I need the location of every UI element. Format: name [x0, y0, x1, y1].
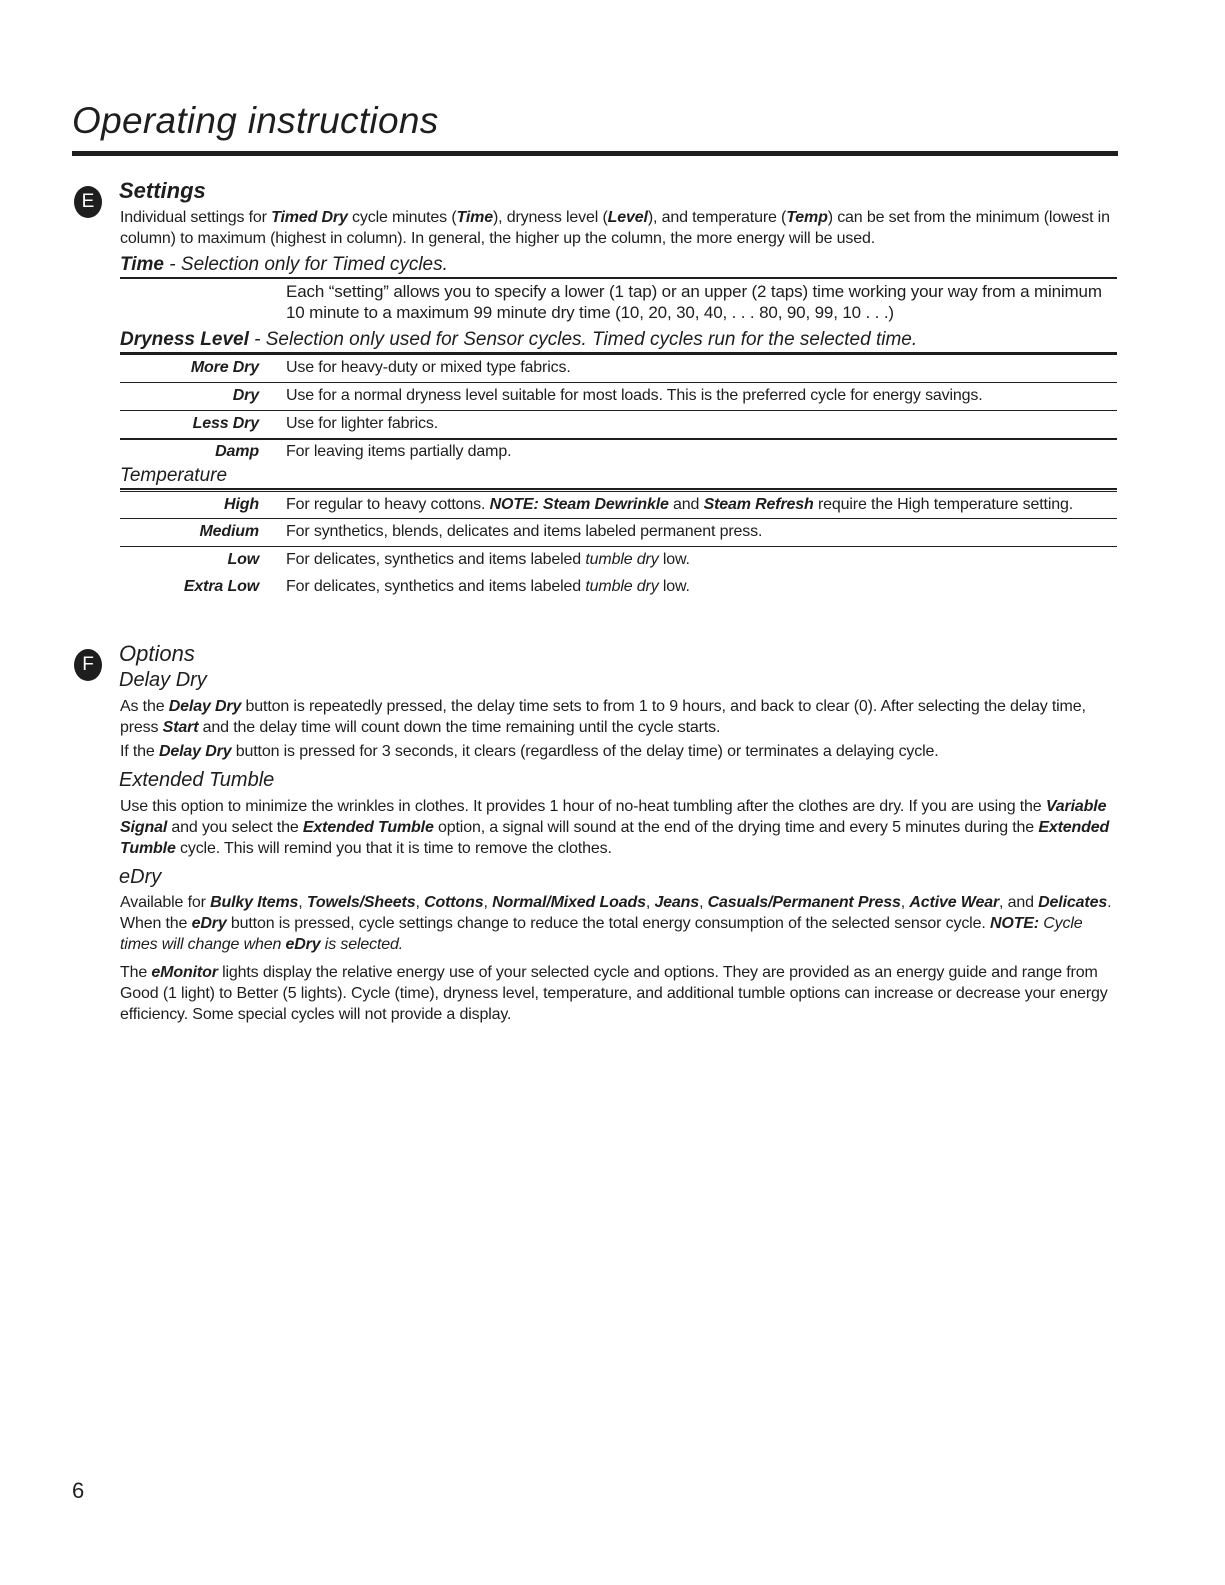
settings-title: Settings: [119, 178, 206, 203]
delay-dry-para-1: As the Delay Dry button is repeatedly pressed, the delay time sets to from 1 to 9 hours, and back to clear (0). After selecting the delay time, press Start and the delay time will count down the time remaining until the cycle starts.: [120, 698, 1086, 736]
temperature-text: For synthetics, blends, delicates and items labeled permanent press.: [286, 523, 763, 540]
section-f-badge: F: [74, 649, 102, 681]
temperature-row-high: [120, 491, 1117, 513]
dryness-text: Use for heavy-duty or mixed type fabrics.: [286, 359, 571, 376]
temperature-text: For regular to heavy cottons. NOTE: Steam Dewrinkle and Steam Refresh require the High temperature setting.: [286, 496, 1074, 513]
section-e-badge: E: [74, 186, 102, 218]
temperature-label: Medium: [199, 523, 259, 540]
options-title: Options: [119, 641, 195, 666]
dryness-text: For leaving items partially damp.: [286, 443, 512, 460]
page-title: Operating instructions: [72, 100, 439, 141]
temperature-heading: Temperature: [120, 464, 1117, 490]
dryness-text: Use for lighter fabrics.: [286, 415, 439, 432]
dryness-heading: Dryness Level - Selection only used for Sensor cycles. Timed cycles run for the selected time.: [120, 328, 1117, 354]
temperature-text: For delicates, synthetics and items labeled tumble dry low.: [286, 578, 690, 595]
dryness-label: More Dry: [190, 359, 259, 376]
dryness-row-damp: [120, 438, 1117, 460]
temperature-label: High: [224, 496, 259, 513]
temperature-text: For delicates, synthetics and items labeled tumble dry low.: [286, 551, 690, 568]
edry-para-2: The eMonitor lights display the relative energy use of your selected cycle and options. They are provided as an energy guide and range from Good (1 light) to Better (5 lights). Cycle (time), dryness level, temperature, and additional tumble options can increase or decrease your energy efficiency. Some special cycles will not provide a display.: [120, 964, 1108, 1023]
dryness-row-less-dry: [120, 410, 1117, 432]
edry-para-1: Available for Bulky Items, Towels/Sheets, Cottons, Normal/Mixed Loads, Jeans, Casuals/Permanent Press, Active Wear, and Delicates. When the eDry button is pressed, cycle settings change to reduce the total energy consumption of the selected sensor cycle. NOTE: Cycle times will change when eDry is selected.: [120, 894, 1112, 953]
dryness-label: Damp: [215, 443, 259, 460]
temperature-label: Low: [227, 551, 259, 568]
temperature-row-low: [120, 546, 1117, 568]
dryness-label: Less Dry: [192, 415, 259, 432]
settings-intro: Individual settings for Timed Dry cycle minutes (Time), dryness level (Level), and temperature (Temp) can be set from the minimum (lowest in column) to maximum (highest in column). In general, the higher up the column, the more energy will be used.: [120, 209, 1110, 247]
edry-title: eDry: [119, 866, 162, 888]
extended-tumble-para: Use this option to minimize the wrinkles in clothes. It provides 1 hour of no-heat tumbling after the clothes are dry. If you are using the Variable Signal and you select the Extended Tumble option, a signal will sound at the end of the drying time and every 5 minutes during the Extended Tumble cycle. This will remind you that it is time to remove the clothes.: [120, 798, 1110, 857]
time-description: Each “setting” allows you to specify a lower (1 tap) or an upper (2 taps) time working your way from a minimum 10 minute to a maximum 99 minute dry time (10, 20, 30, 40, . . . 80, 90, 99, 10 . . .): [286, 282, 1102, 322]
temperature-row-medium: [120, 518, 1117, 540]
dryness-row-more-dry: [120, 354, 1117, 376]
delay-dry-title: Delay Dry: [119, 669, 207, 691]
dryness-label: Dry: [232, 387, 259, 404]
temperature-label: Extra Low: [183, 578, 259, 595]
delay-dry-para-2: If the Delay Dry button is pressed for 3 seconds, it clears (regardless of the delay time) or terminates a delaying cycle.: [120, 743, 939, 760]
dryness-text: Use for a normal dryness level suitable for most loads. This is the preferred cycle for energy savings.: [286, 387, 983, 404]
page-number: 6: [72, 1478, 85, 1503]
time-heading: Time - Selection only for Timed cycles.: [120, 253, 1117, 279]
extended-tumble-title: Extended Tumble: [119, 769, 275, 791]
title-rule: [72, 151, 1118, 156]
dryness-row-dry: [120, 382, 1117, 404]
